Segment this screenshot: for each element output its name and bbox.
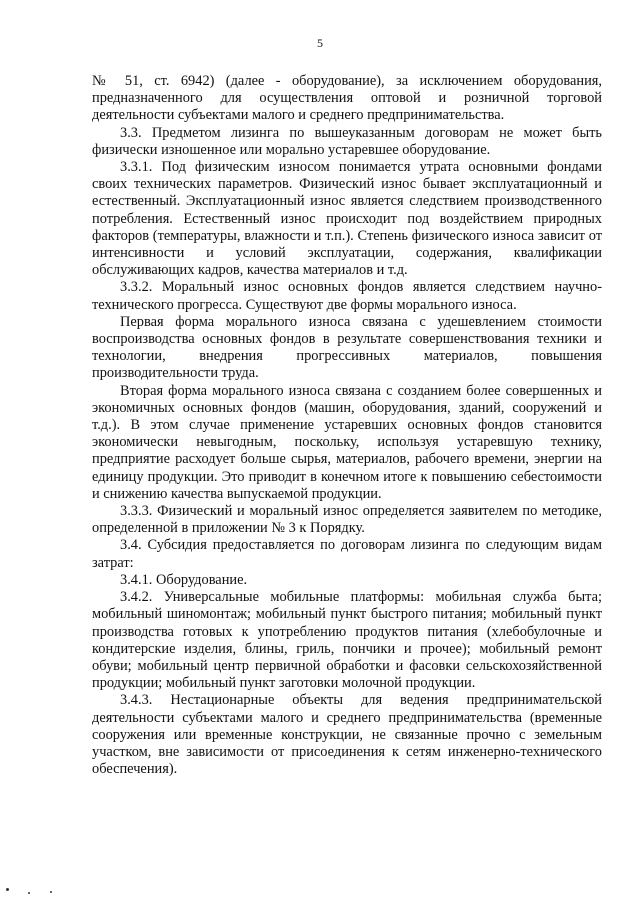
scan-specks xyxy=(6,884,66,898)
paragraph-3-3-3: 3.3.3. Физический и моральный износ определяется заявителем по методике, определенной в приложении № 3 к Порядку. xyxy=(92,503,602,537)
paragraph-3-3: 3.3. Предметом лизинга по вышеуказанным договорам не может быть физически изношенное или морально устаревшее оборудование. xyxy=(92,124,602,158)
paragraph-3-3-1: 3.3.1. Под физическим износом понимается утрата основными фондами своих технических параметров. Физический износ бывает эксплуатационный и естественный. Эксплуатационный износ является следствием производственного потребления. Естественный износ происходит под воздействием природных факторов (температуры, влажности и т.п.). Степень физического износа зависит от интенсивности и условий эксплуатации, содержания, квалификации обслуживающих кадров, качества материалов и т.д. xyxy=(92,159,602,279)
paragraph-3-4: 3.4. Субсидия предоставляется по договорам лизинга по следующим видам затрат: xyxy=(92,537,602,571)
paragraph-continuation: № 51, ст. 6942) (далее - оборудование), за исключением оборудования, предназначенного для осуществления оптовой и розничной торговой деятельности субъектами малого и среднего предпринимательства. xyxy=(92,73,602,124)
scan-speck xyxy=(50,891,52,893)
page-number: 5 xyxy=(317,36,323,50)
paragraph-first-form: Первая форма морального износа связана с удешевлением стоимости воспроизводства основных фондов в результате совершенствования техники и технологии, внедрения прогрессивных материалов, повышения производительности труда. xyxy=(92,313,602,382)
paragraph-3-4-1: 3.4.1. Оборудование. xyxy=(120,571,248,588)
scan-speck xyxy=(28,892,30,894)
paragraph-3-4-3: 3.4.3. Нестационарные объекты для ведения предпринимательской деятельности субъектами малого и среднего предпринимательства (временные сооружения или временные конструкции, не связанные прочно с земельным участком, вне зависимости от присоединения к сетям инженерно-технического обеспечения). xyxy=(92,692,602,778)
paragraph-3-4-2: 3.4.2. Универсальные мобильные платформы: мобильная служба быта; мобильный шиномонтаж; мобильный пункт быстрого питания; мобильный пункт производства готовых к употреблению продуктов питания (хлебобулочные и кондитерские изделия, блины, гриль, пончики и прочее); мобильный ремонт обуви; мобильный центр первичной обработки и фасовки сельскохозяйственной продукции; мобильный пункт заготовки молочной продукции. xyxy=(92,589,602,692)
document-body xyxy=(92,73,602,778)
scan-speck xyxy=(6,888,9,891)
paragraph-3-3-2: 3.3.2. Моральный износ основных фондов является следствием научно-технического прогресса. Существуют две формы морального износа. xyxy=(92,279,602,313)
paragraph-second-form: Вторая форма морального износа связана с созданием более совершенных и экономичных основных фондов (машин, оборудования, зданий, сооружений и т.д.). В этом случае применение устаревших основных фондов становится экономически невыгодным, поскольку, используя устаревшую технику, предприятие расходует больше сырья, материалов, рабочего времени, энергии на единицу продукции. Это приводит в конечном итоге к повышению себестоимости и снижению качества выпускаемой продукции. xyxy=(92,382,602,502)
